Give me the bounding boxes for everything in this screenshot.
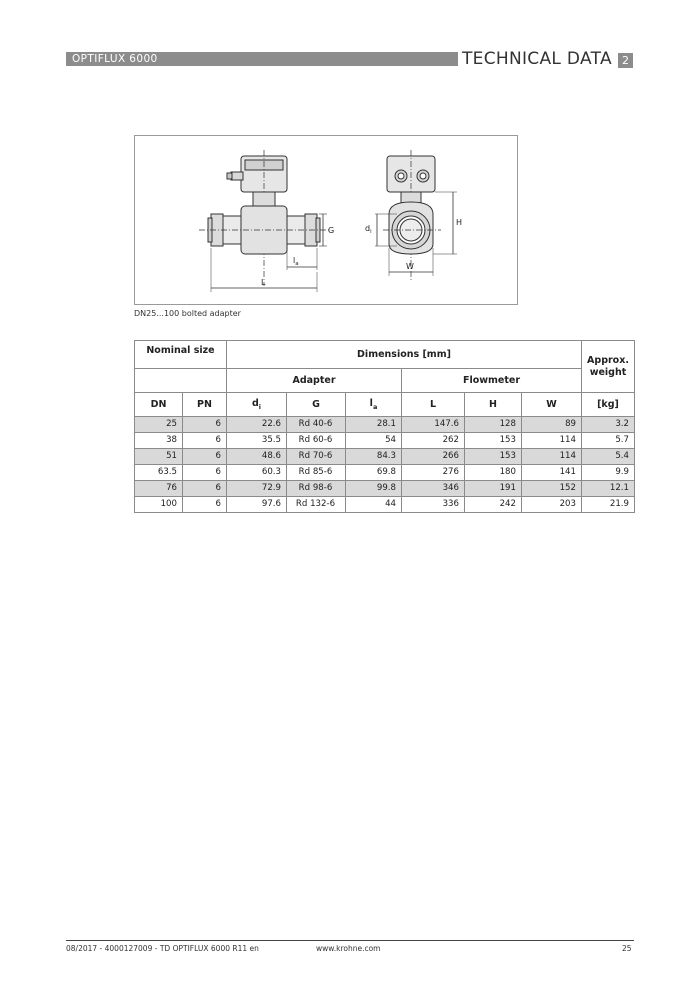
- label-L: L: [261, 278, 266, 287]
- footer-doc-ref: 08/2017 - 4000127009 - TD OPTIFLUX 6000 R11 en: [66, 944, 259, 953]
- nominal-size-spacer: [135, 369, 227, 393]
- section-title: TECHNICAL DATA: [462, 49, 612, 69]
- footer-website[interactable]: www.krohne.com: [316, 944, 381, 953]
- col-di: $d_i$: [227, 393, 287, 417]
- figure-caption: DN25...100 bolted adapter: [134, 309, 241, 318]
- dimensions-header: Dimensions [mm]: [227, 341, 582, 369]
- section-number: 2: [618, 53, 633, 68]
- product-name: OPTIFLUX 6000: [72, 53, 158, 65]
- col-dn: DN: [135, 393, 183, 417]
- table-row: 38 6 35.5 Rd 60-6 54 262 153 114 5.7: [135, 433, 635, 449]
- label-W: W: [406, 262, 414, 271]
- col-g: G: [287, 393, 346, 417]
- label-la: $l_a$: [293, 256, 299, 267]
- col-l: L: [402, 393, 465, 417]
- col-pn: PN: [183, 393, 227, 417]
- table-row: 51 6 48.6 Rd 70-6 84.3 266 153 114 5.4: [135, 449, 635, 465]
- table-row: 63.5 6 60.3 Rd 85-6 69.8 276 180 141 9.9: [135, 465, 635, 481]
- flowmeter-drawing-svg: [135, 136, 517, 304]
- adapter-header: Adapter: [227, 369, 402, 393]
- label-G: G: [328, 226, 335, 235]
- footer-page-number: 25: [622, 944, 632, 953]
- dimension-drawing: [134, 135, 518, 305]
- side-view: [199, 150, 331, 292]
- col-w: W: [522, 393, 582, 417]
- col-la: $l_a$: [346, 393, 402, 417]
- col-kg: [kg]: [582, 393, 635, 417]
- label-di: $d_i$: [365, 224, 372, 235]
- label-H: H: [456, 218, 463, 227]
- approx-weight-header: Approx. weight: [582, 341, 635, 393]
- front-view: [375, 150, 457, 282]
- table-row: 25 6 22.6 Rd 40-6 28.1 147.6 128 89 3.2: [135, 417, 635, 433]
- nominal-size-header: Nominal size: [135, 341, 227, 369]
- flowmeter-header: Flowmeter: [402, 369, 582, 393]
- col-h: H: [465, 393, 522, 417]
- dimensions-table: [134, 340, 635, 513]
- table-row: 76 6 72.9 Rd 98-6 99.8 346 191 152 12.1: [135, 481, 635, 497]
- table-row: 100 6 97.6 Rd 132-6 44 336 242 203 21.9: [135, 497, 635, 513]
- footer-rule: [66, 940, 634, 941]
